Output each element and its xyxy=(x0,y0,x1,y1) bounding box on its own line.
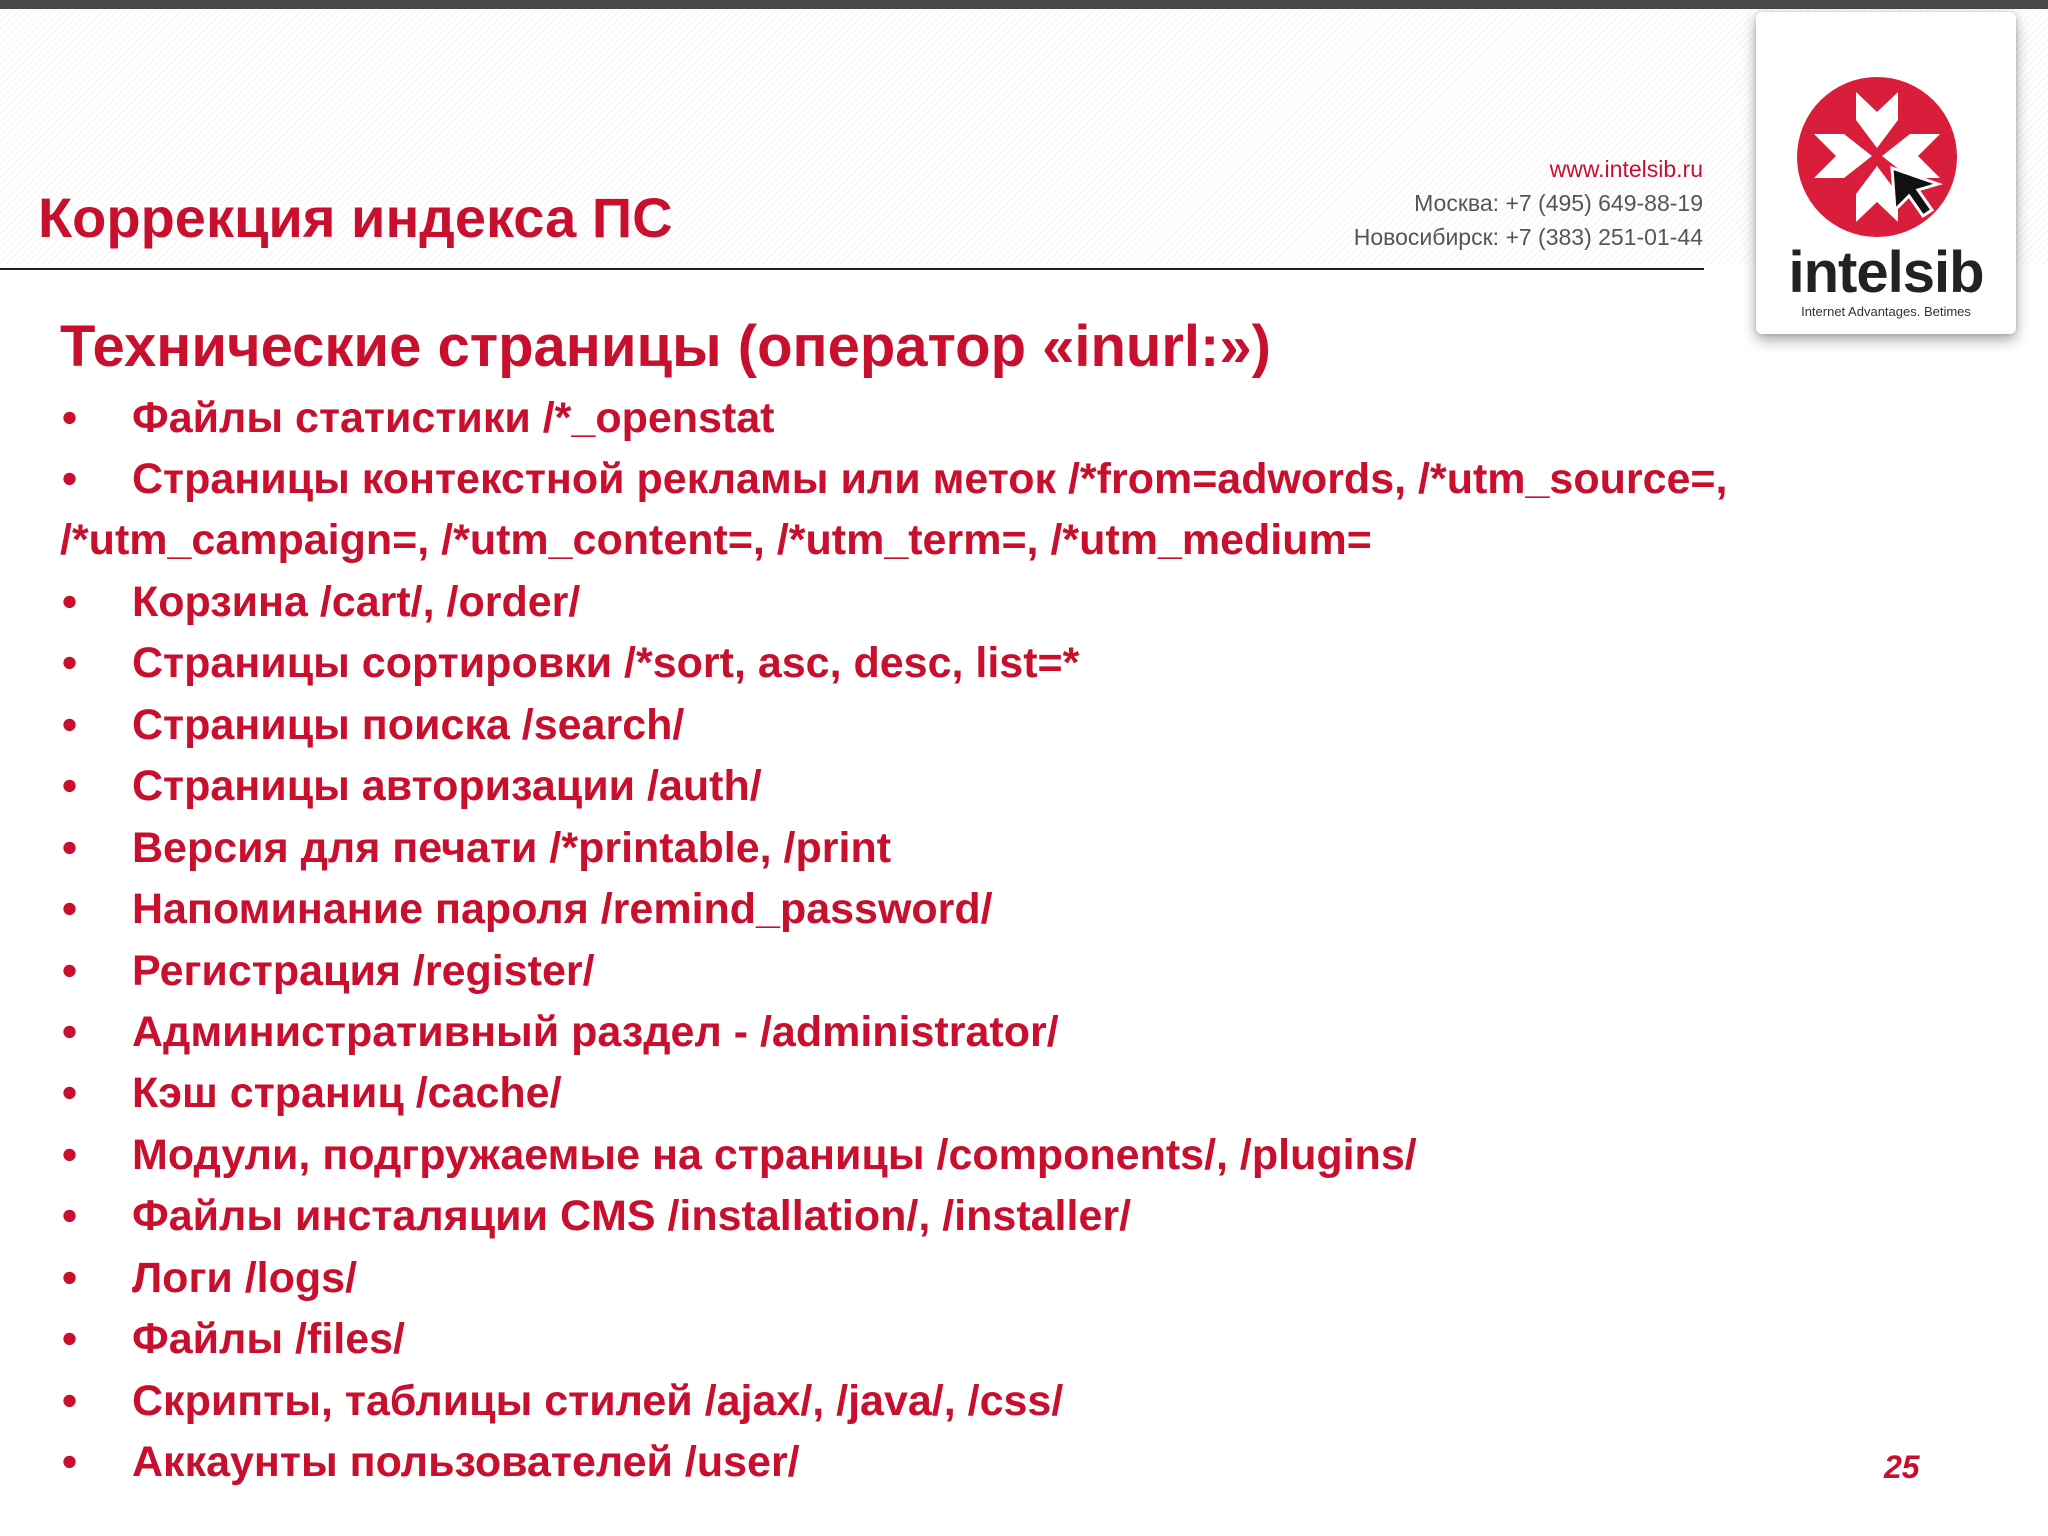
list-item xyxy=(62,824,892,872)
list-item xyxy=(62,455,1728,503)
list-item-text: Напоминание пароля /remind_password/ xyxy=(132,885,993,933)
bullet: • xyxy=(62,1315,78,1363)
list-item xyxy=(62,762,762,810)
list-item-text: Логи /logs/ xyxy=(132,1254,358,1302)
list-item-continuation: /*utm_campaign=, /*utm_content=, /*utm_term=, /*utm_medium= xyxy=(60,516,1372,564)
bullet: • xyxy=(62,885,78,933)
list-item-text: Корзина /cart/, /order/ xyxy=(132,578,581,626)
section-heading: Технические страницы (оператор «inurl:») xyxy=(60,314,1271,379)
bullet: • xyxy=(62,394,78,442)
list-item xyxy=(62,1192,1132,1240)
bullet: • xyxy=(62,1131,78,1179)
page-number: 25 xyxy=(1884,1449,1920,1485)
list-item-text: Скрипты, таблицы стилей /ajax/, /java/, /css/ xyxy=(132,1377,1064,1425)
bullet: • xyxy=(62,1377,78,1425)
list-item xyxy=(62,1377,1064,1425)
bullet: • xyxy=(62,1069,78,1117)
phone-novosibirsk: Новосибирск: +7 (383) 251-01-44 xyxy=(1353,224,1703,250)
list-item xyxy=(62,947,595,995)
list-item-text: Файлы /files/ xyxy=(132,1315,405,1363)
list-item xyxy=(62,701,685,749)
logo-tagline: Internet Advantages. Betimes xyxy=(1801,304,1971,319)
list-item xyxy=(62,885,993,933)
list-item-text: Файлы инсталяции CMS /installation/, /installer/ xyxy=(132,1192,1132,1240)
bullet: • xyxy=(62,762,78,810)
list-item-text: Страницы поиска /search/ xyxy=(132,701,685,749)
list-item-text: Файлы статистики /*_openstat xyxy=(132,394,775,442)
list-item-text: Версия для печати /*printable, /print xyxy=(132,824,892,872)
header-divider xyxy=(0,268,1704,270)
bullet: • xyxy=(62,947,78,995)
list-item xyxy=(62,1008,1059,1056)
list-item-text: Страницы авторизации /auth/ xyxy=(132,762,762,810)
list-item-text: Страницы контекстной рекламы или меток /*from=adwords, /*utm_source=, xyxy=(132,455,1728,503)
list-item xyxy=(62,394,775,442)
bullet: • xyxy=(62,1438,78,1486)
logo-wordmark: intelsib xyxy=(1788,240,1984,305)
list-item xyxy=(62,639,1080,687)
list-item xyxy=(62,1131,1417,1179)
list-item-text: Страницы сортировки /*sort, asc, desc, list=* xyxy=(132,639,1080,687)
list-item xyxy=(62,1254,358,1302)
list-item-text: Административный раздел - /administrator/ xyxy=(132,1008,1059,1056)
list-item-text: Модули, подгружаемые на страницы /components/, /plugins/ xyxy=(132,1131,1417,1179)
list-item xyxy=(62,1069,562,1117)
bullet: • xyxy=(62,578,78,626)
list-item-text: Кэш страниц /cache/ xyxy=(132,1069,562,1117)
bullet: • xyxy=(62,701,78,749)
contact-block xyxy=(1354,152,1703,254)
intelsib-logo-icon xyxy=(1792,72,1962,242)
list-item xyxy=(62,1315,405,1363)
logo-card xyxy=(1756,12,2016,334)
top-bar xyxy=(0,0,2048,9)
bullet: • xyxy=(62,455,78,503)
slide-title: Коррекция индекса ПС xyxy=(38,186,673,249)
list-item-text: Аккаунты пользователей /user/ xyxy=(132,1438,800,1486)
bullet: • xyxy=(62,824,78,872)
list-item-text: Регистрация /register/ xyxy=(132,947,595,995)
bullet: • xyxy=(62,1192,78,1240)
list-item xyxy=(62,1438,800,1486)
bullet: • xyxy=(62,1008,78,1056)
list-item xyxy=(62,578,581,626)
phone-moscow: Москва: +7 (495) 649-88-19 xyxy=(1414,190,1703,216)
website-link[interactable]: www.intelsib.ru xyxy=(1549,156,1703,182)
bullet: • xyxy=(62,1254,78,1302)
bullet: • xyxy=(62,639,78,687)
